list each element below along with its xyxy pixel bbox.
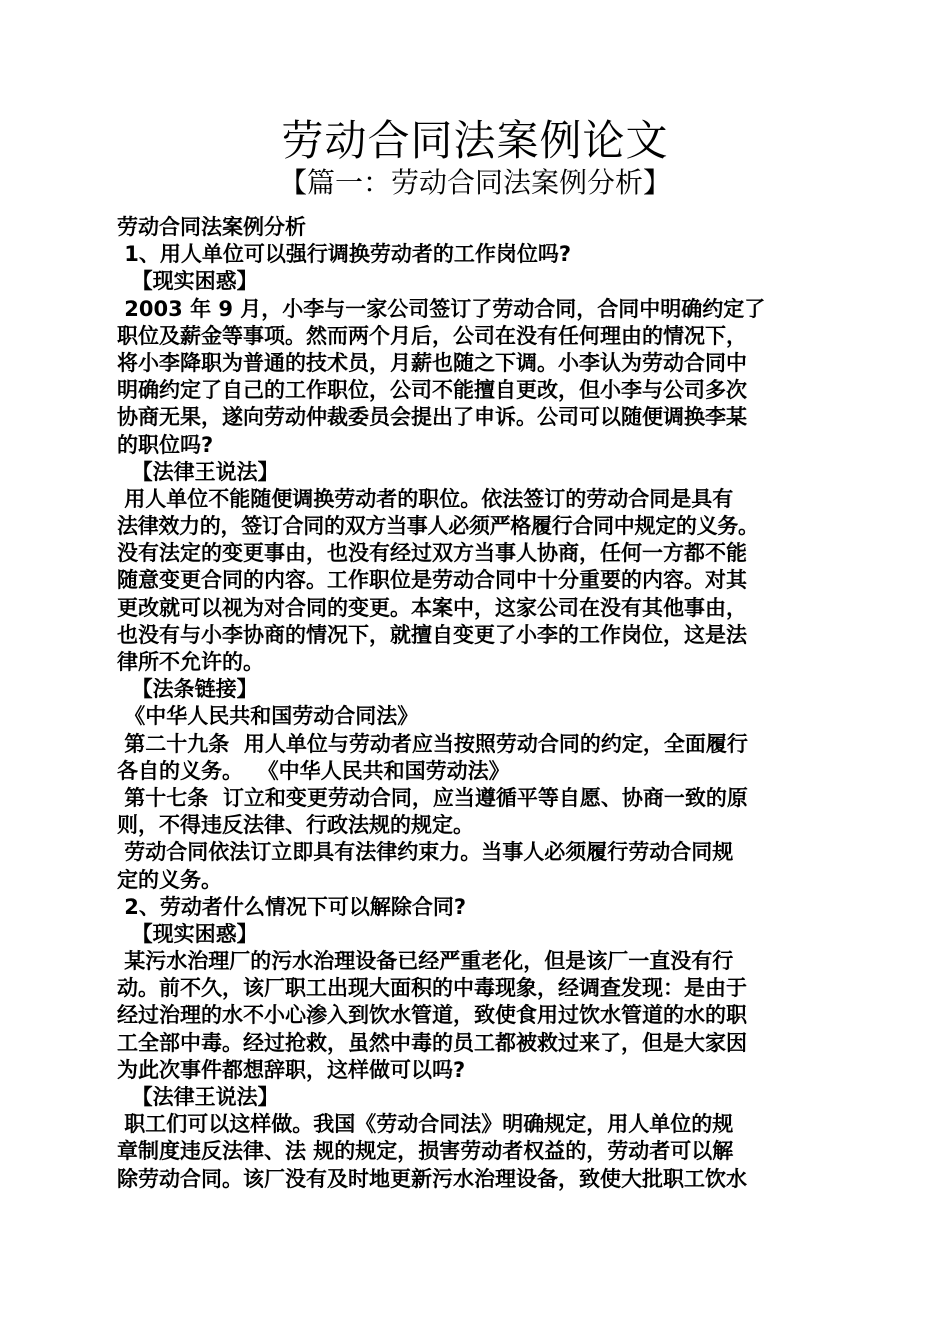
body-line: 《中华人民共和国劳动合同法》 xyxy=(117,704,419,729)
body-line: 则，不得违反法律、行政法规的规定。 xyxy=(117,813,474,838)
body-line: 明确约定了自己的工作职位，公司不能擅自更改，但小李与公司多次 xyxy=(117,378,747,403)
body-line: 随意变更合同的内容。工作职位是劳动合同中十分重要的内容。对其 xyxy=(117,568,747,593)
body-line: 更改就可以视为对合同的变更。本案中，这家公司在没有其他事由， xyxy=(117,595,747,620)
body-line: 职位及薪金等事项。然而两个月后，公司在没有任何理由的情况下， xyxy=(117,323,747,348)
body-line: 职工们可以这样做。我国《劳动合同法》明确规定，用人单位的规 xyxy=(117,1112,734,1137)
body-line: 2、劳动者什么情况下可以解除合同? xyxy=(117,894,467,919)
document-subtitle: 【篇一：劳动合同法案例分析】 xyxy=(278,166,671,199)
body-line: 章制度违反法律、法 规的规定，损害劳动者权益的，劳动者可以解 xyxy=(117,1139,734,1164)
body-line: 劳动合同依法订立即具有法律约束力。当事人必须履行劳动合同规 xyxy=(117,840,734,865)
body-line: 【法律王说法】 xyxy=(117,459,279,484)
body-line: 第十七条 订立和变更劳动合同，应当遵循平等自愿、协商一致的原 xyxy=(117,785,748,810)
body-line: 协商无果，遂向劳动仲裁委员会提出了申诉。公司可以随便调换李某 xyxy=(117,405,747,430)
body-line: 劳动合同法案例分析 xyxy=(117,215,306,239)
body-line: 某污水治理厂的污水治理设备已经严重老化，但是该厂一直没有行 xyxy=(117,949,734,974)
document-body xyxy=(117,214,837,1193)
body-line: 第二十九条 用人单位与劳动者应当按照劳动合同的约定，全面履行 xyxy=(117,731,748,756)
body-line: 也没有与小李协商的情况下，就擅自变更了小李的工作岗位，这是法 xyxy=(117,622,747,647)
body-line: 律所不允许的。 xyxy=(117,650,264,674)
body-line: 工全部中毒。经过抢救，虽然中毒的员工都被救过来了，但是大家因 xyxy=(117,1030,747,1055)
document-title: 劳动合同法案例论文 xyxy=(281,116,669,165)
body-line: 除劳动合同。该厂没有及时地更新污水治理设备，致使大批职工饮水 xyxy=(117,1166,747,1191)
body-line: 2003 年 9 月，小李与一家公司签订了劳动合同，合同中明确约定了 xyxy=(117,296,766,321)
body-line: 为此次事件都想辞职，这样做可以吗? xyxy=(117,1057,466,1082)
body-line: 各自的义务。 《中华人民共和国劳动法》 xyxy=(117,758,510,783)
body-line: 定的义务。 xyxy=(117,867,222,892)
body-line: 【现实困惑】 xyxy=(117,269,258,294)
body-line: 【现实困惑】 xyxy=(117,921,258,946)
body-line: 动。前不久，该厂职工出现大面积的中毒现象，经调查发现：是由于 xyxy=(117,976,747,1001)
body-line: 法律效力的，签订合同的双方当事人必须严格履行合同中规定的义务。 xyxy=(117,514,759,539)
body-line: 将小李降职为普通的技术员，月薪也随之下调。小李认为劳动合同中 xyxy=(117,350,747,375)
body-line: 没有法定的变更事由，也没有经过双方当事人协商，任何一方都不能 xyxy=(117,541,747,566)
body-line: 经过治理的水不小心渗入到饮水管道，致使食用过饮水管道的水的职 xyxy=(117,1003,747,1028)
body-line: 用人单位不能随便调换劳动者的职位。依法签订的劳动合同是具有 xyxy=(117,486,734,511)
body-line: 1、用人单位可以强行调换劳动者的工作岗位吗? xyxy=(117,242,572,267)
body-line: 的职位吗? xyxy=(117,432,214,457)
body-line: 【法条链接】 xyxy=(117,677,258,702)
body-line: 【法律王说法】 xyxy=(117,1085,279,1109)
